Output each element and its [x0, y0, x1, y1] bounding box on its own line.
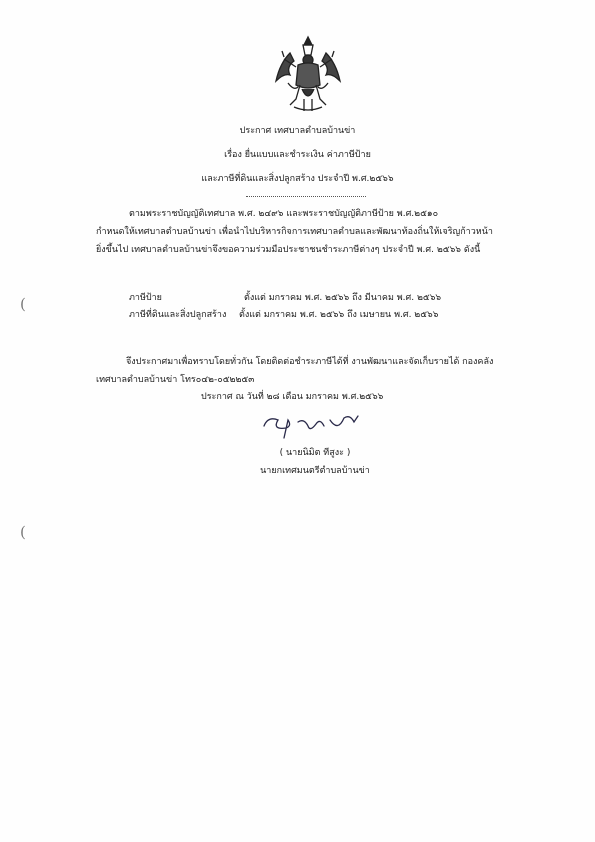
header-separator — [246, 196, 366, 197]
closing-line1: จึงประกาศมาเพื่อทราบโดยทั่วกัน โดยติดต่อชำระภาษีได้ที่ งานพัฒนาและจัดเก็บรายได้ กองคลัง — [126, 357, 494, 367]
schedule-label-sign-tax: ภาษีป้าย — [129, 293, 162, 303]
notice-heading: ประกาศ เทศบาลตำบลบ้านข่า — [239, 126, 356, 136]
schedule-label-land-tax: ภาษีที่ดินและสิ่งปลูกสร้าง — [129, 310, 227, 320]
announcement-date: ประกาศ ณ วันที่ ๒๘ เดือน มกราคม พ.ศ.๒๕๖๖ — [201, 392, 384, 402]
garuda-emblem-icon — [270, 33, 346, 115]
signatory-title: นายกเทศมนตรีตำบลบ้านข่า — [260, 466, 370, 476]
handwritten-signature — [258, 408, 368, 440]
body-paragraph-line2: กำหนดให้เทศบาลตำบลบ้านข่า เพื่อนำไปบริหารกิจการเทศบาลตำบลและพัฒนาท้องถิ่นให้เจริญก้าวหน้า — [96, 227, 493, 237]
notice-subject: เรื่อง ยื่นแบบและชำระเงิน ค่าภาษีป้าย — [224, 150, 371, 160]
body-paragraph-line1: ตามพระราชบัญญัติเทศบาล พ.ศ. ๒๔๙๖ และพระราชบัญญัติภาษีป้าย พ.ศ.๒๕๑๐ — [129, 209, 439, 219]
schedule-period-sign-tax: ตั้งแต่ มกราคม พ.ศ. ๒๕๖๖ ถึง มีนาคม พ.ศ. ๒๕๖๖ — [244, 293, 442, 303]
schedule-period-land-tax: ตั้งแต่ มกราคม พ.ศ. ๒๕๖๖ ถึง เมษายน พ.ศ. ๒๕๖๖ — [239, 310, 439, 320]
body-paragraph-line3: ยิ่งขึ้นไป เทศบาลตำบลบ้านข่าจึงขอความร่วมมือประชาชนชำระภาษีต่างๆ ประจำปี พ.ศ. ๒๕๖๖ ดังนี้ — [96, 245, 481, 255]
punch-hole-mark: ( — [20, 295, 26, 313]
closing-line2: เทศบาลตำบลบ้านข่า โทร๐๔๒-๐๕๒๒๕๓ — [96, 375, 255, 385]
notice-subject-line2: และภาษีที่ดินและสิ่งปลูกสร้าง ประจำปี พ.ศ.๒๕๖๖ — [201, 174, 394, 184]
signatory-name: ( นายนิมิต ทีสูงะ ) — [279, 448, 351, 458]
punch-hole-mark: ( — [20, 523, 26, 541]
